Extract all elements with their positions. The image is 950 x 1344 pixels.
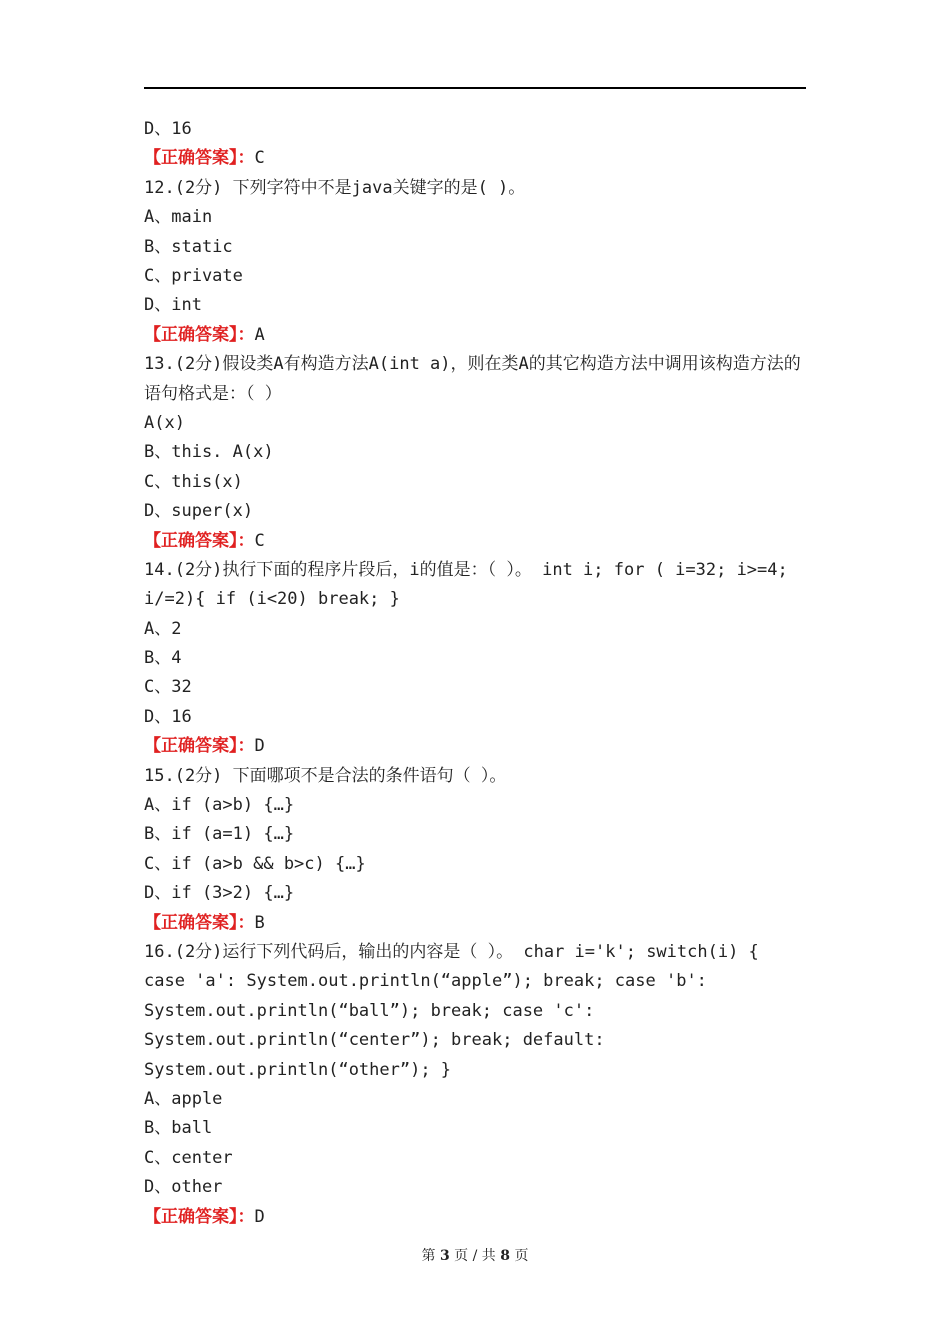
option-b-q12: B、static (144, 236, 233, 257)
answer-value: D (254, 736, 265, 757)
answer-value: A (254, 324, 265, 345)
option-d-q11: D、16 (144, 119, 192, 139)
answer-q16 (144, 1203, 804, 1232)
option-d-q13: D、super(x) (144, 501, 254, 522)
option-c-q12: C、private (144, 265, 243, 286)
option-a-q14: A、2 (144, 618, 182, 639)
question-16-line-4: System.out.println(“center”); break; default: (144, 1030, 605, 1051)
page-content (144, 115, 804, 1232)
answer-q11 (144, 144, 804, 173)
answer-q13 (144, 527, 804, 556)
option-d-q15: D、if (3>2) {…} (144, 883, 295, 904)
question-13: 13.(2分)假设类A有构造方法A(int a)，则在类A的其它构造方法中调用该构造方法的语句格式是：（ ） (144, 354, 801, 404)
question-16-line-3: System.out.println(“ball”); break; case 'c': (144, 1000, 595, 1021)
answer-tag: 【正确答案】： (144, 324, 255, 345)
option-b-q13: B、this. A(x) (144, 442, 274, 463)
option-b-q16: B、ball (144, 1118, 213, 1139)
option-a-q12: A、main (144, 207, 213, 228)
question-16-line-2: case 'a': System.out.println(“apple”); break; case 'b': (144, 971, 707, 992)
footer-total-pages: 8 (500, 1248, 511, 1264)
footer-page-number: 3 (439, 1248, 450, 1264)
option-c-q14: C、32 (144, 677, 192, 698)
question-14: 14.(2分)执行下面的程序片段后，i的值是：（ ）。 int i; for ( i=32; i>=4; i/=2){ if (i<20) break; } (144, 559, 798, 610)
answer-value: D (254, 1206, 265, 1227)
footer-suffix: 页 (510, 1248, 529, 1264)
header-rule (144, 87, 806, 89)
option-a-q15: A、if (a>b) {…} (144, 795, 295, 816)
answer-tag: 【正确答案】： (144, 736, 255, 757)
answer-tag: 【正确答案】： (144, 1206, 255, 1227)
question-12: 12.(2分) 下列字符中不是java关键字的是( )。 (144, 177, 526, 198)
option-a-q13: A(x) (144, 412, 185, 433)
answer-tag: 【正确答案】： (144, 912, 255, 933)
question-16-line-1: 16.(2分)运行下列代码后，输出的内容是（ ）。 char i='k'; switch(i) { (144, 942, 759, 962)
footer-prefix: 第 (421, 1248, 440, 1264)
answer-tag: 【正确答案】： (144, 530, 255, 551)
option-a-q16: A、apple (144, 1088, 223, 1109)
option-d-q12: D、int (144, 295, 202, 316)
option-b-q14: B、4 (144, 648, 182, 669)
answer-value: B (254, 912, 265, 933)
footer-middle: 页 / 共 (449, 1248, 501, 1264)
option-c-q16: C、center (144, 1147, 233, 1168)
answer-q12 (144, 321, 804, 350)
answer-q14 (144, 732, 804, 761)
answer-value: C (254, 148, 265, 169)
option-b-q15: B、if (a=1) {…} (144, 824, 295, 845)
question-15: 15.(2分) 下面哪项不是合法的条件语句（ ）。 (144, 765, 507, 786)
option-c-q15: C、if (a>b && b>c) {…} (144, 853, 366, 874)
answer-q15 (144, 909, 804, 938)
answer-tag: 【正确答案】： (144, 148, 255, 169)
option-d-q14: D、16 (144, 706, 192, 727)
answer-value: C (254, 530, 265, 551)
question-16-line-5: System.out.println(“other”); } (144, 1059, 452, 1080)
page-footer (0, 1245, 950, 1265)
option-c-q13: C、this(x) (144, 471, 243, 492)
option-d-q16: D、other (144, 1177, 223, 1198)
